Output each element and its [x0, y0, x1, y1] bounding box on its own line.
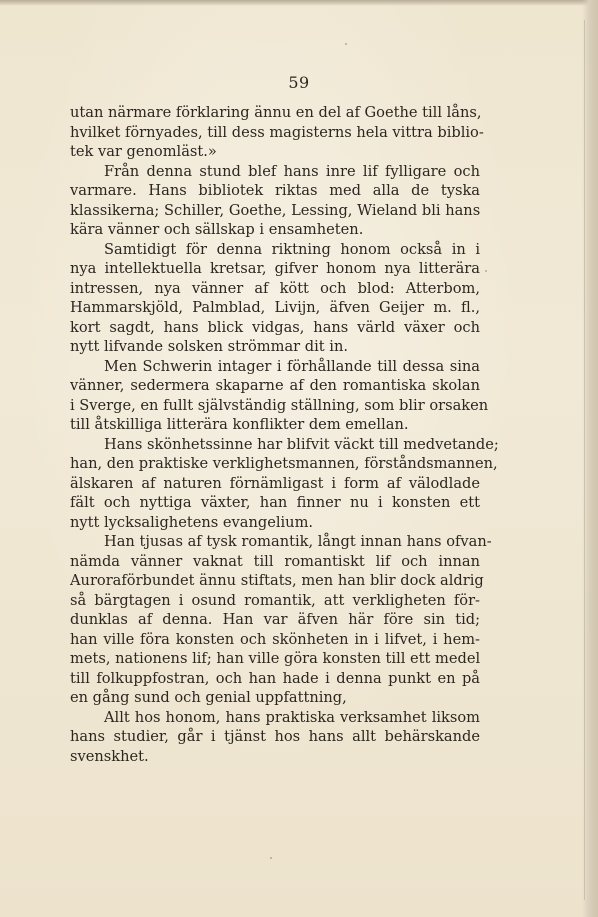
- text-line: svenskhet.: [70, 747, 149, 765]
- text-line: han ville föra konsten och skönheten in i lifvet, i hem-: [70, 630, 480, 648]
- text-line: kära vänner och sällskap i ensamheten.: [70, 221, 364, 238]
- paper-speck: [270, 857, 272, 859]
- text-line: nämda vänner vaknat till romantiskt lif och innan: [70, 552, 480, 570]
- text-line: dunklas af denna. Han var äfven här före sin tid;: [70, 611, 480, 628]
- paper-speck: [345, 43, 347, 45]
- text-line: varmare. Hans bibliotek riktas med alla de tyska: [70, 182, 480, 199]
- text-line: fält och nyttiga växter, han finner nu i konsten ett: [70, 494, 480, 511]
- text-line: Från denna stund blef hans inre lif fylligare och: [104, 162, 480, 180]
- text-line: intressen, nya vänner af kött och blod: Atterbom,: [70, 279, 480, 297]
- text-line: så bärgtagen i osund romantik, att verkligheten för-: [70, 591, 480, 609]
- text-line: Hans skönhetssinne har blifvit väckt till medvetande;: [104, 435, 499, 453]
- text-line: älskaren af naturen förnämligast i form af välodlade: [70, 474, 480, 492]
- text-line: tek var genomläst.»: [70, 143, 217, 160]
- text-line: han, den praktiske verklighetsmannen, förståndsmannen,: [70, 455, 498, 472]
- text-line: mets, nationens lif; han ville göra konsten till ett medel: [70, 650, 481, 667]
- text-line: hvilket förnyades, till dess magisterns hela vittra biblio-: [70, 123, 484, 141]
- text-line: en gång sund och genial uppfattning,: [70, 689, 347, 706]
- page-number: 59: [288, 73, 310, 92]
- text-line: kort sagdt, hans blick vidgas, hans värld växer och: [70, 318, 480, 336]
- paper-speck: [485, 270, 487, 272]
- text-line: nytt lycksalighetens evangelium.: [70, 513, 314, 531]
- text-line: nytt lifvande solsken strömmar dit in.: [70, 338, 348, 355]
- text-line: till folkuppfostran, och han hade i denna punkt en på: [70, 669, 480, 687]
- page-top-edge: [0, 0, 598, 6]
- text-line: Auroraförbundet ännu stiftats, men han blir dock aldrig: [70, 572, 484, 589]
- binding-line: [584, 20, 585, 900]
- text-line: utan närmare förklaring ännu en del af Goethe till låns,: [70, 104, 482, 121]
- text-line: i Sverge, en fullt självständig ställning, som blir orsaken: [70, 396, 489, 414]
- text-line: klassikerna; Schiller, Goethe, Lessing, Wieland bli hans: [70, 201, 481, 219]
- text-line: Samtidigt för denna riktning honom också in i: [104, 240, 480, 258]
- text-line: Allt hos honom, hans praktiska verksamhet liksom: [104, 708, 480, 726]
- text-line: Han tjusas af tysk romantik, långt innan hans ofvan-: [104, 533, 492, 550]
- text-line: Men Schwerin intager i förhållande till dessa sina: [104, 357, 480, 375]
- text-line: hans studier, går i tjänst hos hans allt behärskande: [70, 728, 480, 745]
- text-line: Hammarskjöld, Palmblad, Livijn, äfven Geijer m. fl.,: [70, 299, 480, 316]
- text-line: vänner, sedermera skaparne af den romantiska skolan: [70, 377, 480, 394]
- text-line: nya intellektuella kretsar, gifver honom nya litterära: [70, 260, 480, 277]
- body-text: [70, 103, 499, 766]
- text-line: till åtskilliga litterära konflikter dem emellan.: [70, 416, 409, 433]
